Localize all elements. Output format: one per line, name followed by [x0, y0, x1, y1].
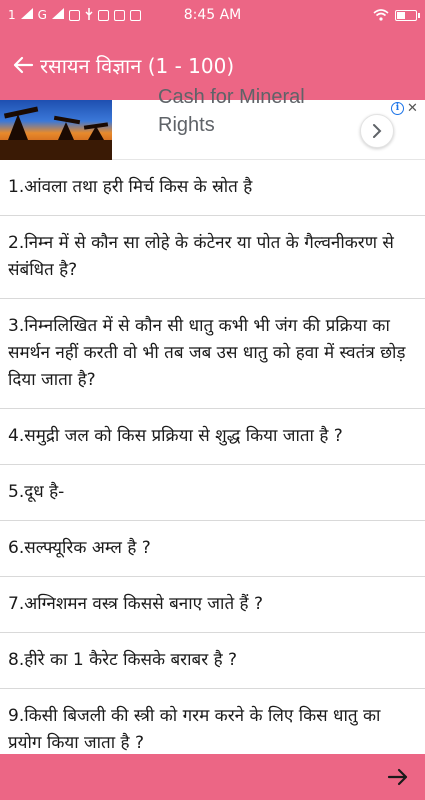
image-icon: [69, 10, 80, 21]
oil-pump-image: [0, 100, 112, 160]
status-time: 8:45 AM: [183, 7, 242, 23]
question-item-1[interactable]: 1.आंवला तथा हरी मिर्च किस के स्रोत है: [0, 160, 425, 216]
status-right-icons: [373, 6, 417, 25]
question-item-5[interactable]: 5.दूध है-: [0, 465, 425, 521]
question-list[interactable]: [0, 160, 425, 754]
wifi-icon: [373, 6, 389, 25]
status-bar: [0, 0, 425, 30]
question-item-3[interactable]: 3.निम्नलिखित में से कौन सी धातु कभी भी जंग की प्रक्रिया का समर्थन नहीं करती वो भी तब जब उस धातु को हवा में स्वतंत्र छोड़ दिया जाता है?: [0, 299, 425, 409]
g-network-icon: G: [37, 8, 47, 22]
ad-headline[interactable]: [158, 86, 358, 160]
status-left-icons: [8, 8, 141, 23]
battery-icon: [395, 10, 417, 21]
question-item-7[interactable]: 7.अग्निशमन वस्त्र किससे बनाए जाते हैं ?: [0, 577, 425, 633]
back-arrow-icon: [12, 54, 34, 76]
question-item-9[interactable]: 9.किसी बिजली की स्त्री को गरम करने के लिए किस धातु का प्रयोग किया जाता है ?: [0, 689, 425, 772]
question-item-4[interactable]: 4.समुद्री जल को किस प्रक्रिया से शुद्ध किया जाता है ?: [0, 409, 425, 465]
next-button[interactable]: [383, 762, 413, 792]
ad-open-button[interactable]: [360, 114, 394, 148]
bottom-bar: [0, 754, 425, 800]
ad-choices[interactable]: [391, 102, 418, 115]
forward-arrow-icon: [387, 766, 409, 788]
question-item-2[interactable]: 2.निम्न में से कौन सा लोहे के कंटेनर या पोत के गैल्वनीकरण से संबंधित है?: [0, 216, 425, 299]
s-app-icon: [114, 10, 125, 21]
sim-signal-icon: 1: [8, 8, 16, 22]
question-item-8[interactable]: 8.हीरे का 1 कैरेट किसके बराबर है ?: [0, 633, 425, 689]
usb-icon: [85, 8, 93, 23]
film-icon: [130, 10, 141, 21]
signal-bars-icon: [21, 8, 33, 22]
ad-headline-text: Rights: [158, 114, 215, 136]
signal-bars-2-icon: [52, 8, 64, 22]
ad-info-icon[interactable]: i: [391, 102, 404, 115]
nfc-icon: [98, 10, 109, 21]
question-item-6[interactable]: 6.सल्फ्यूरिक अम्ल है ?: [0, 521, 425, 577]
chevron-right-icon: [370, 124, 384, 138]
back-button[interactable]: [8, 45, 38, 85]
ad-close-icon[interactable]: ✕: [407, 101, 418, 116]
ad-headline-cut: Cash for Mineral: [158, 86, 305, 108]
ad-image[interactable]: [0, 100, 112, 160]
page-title: रसायन विज्ञान (1 - 100): [40, 53, 235, 78]
